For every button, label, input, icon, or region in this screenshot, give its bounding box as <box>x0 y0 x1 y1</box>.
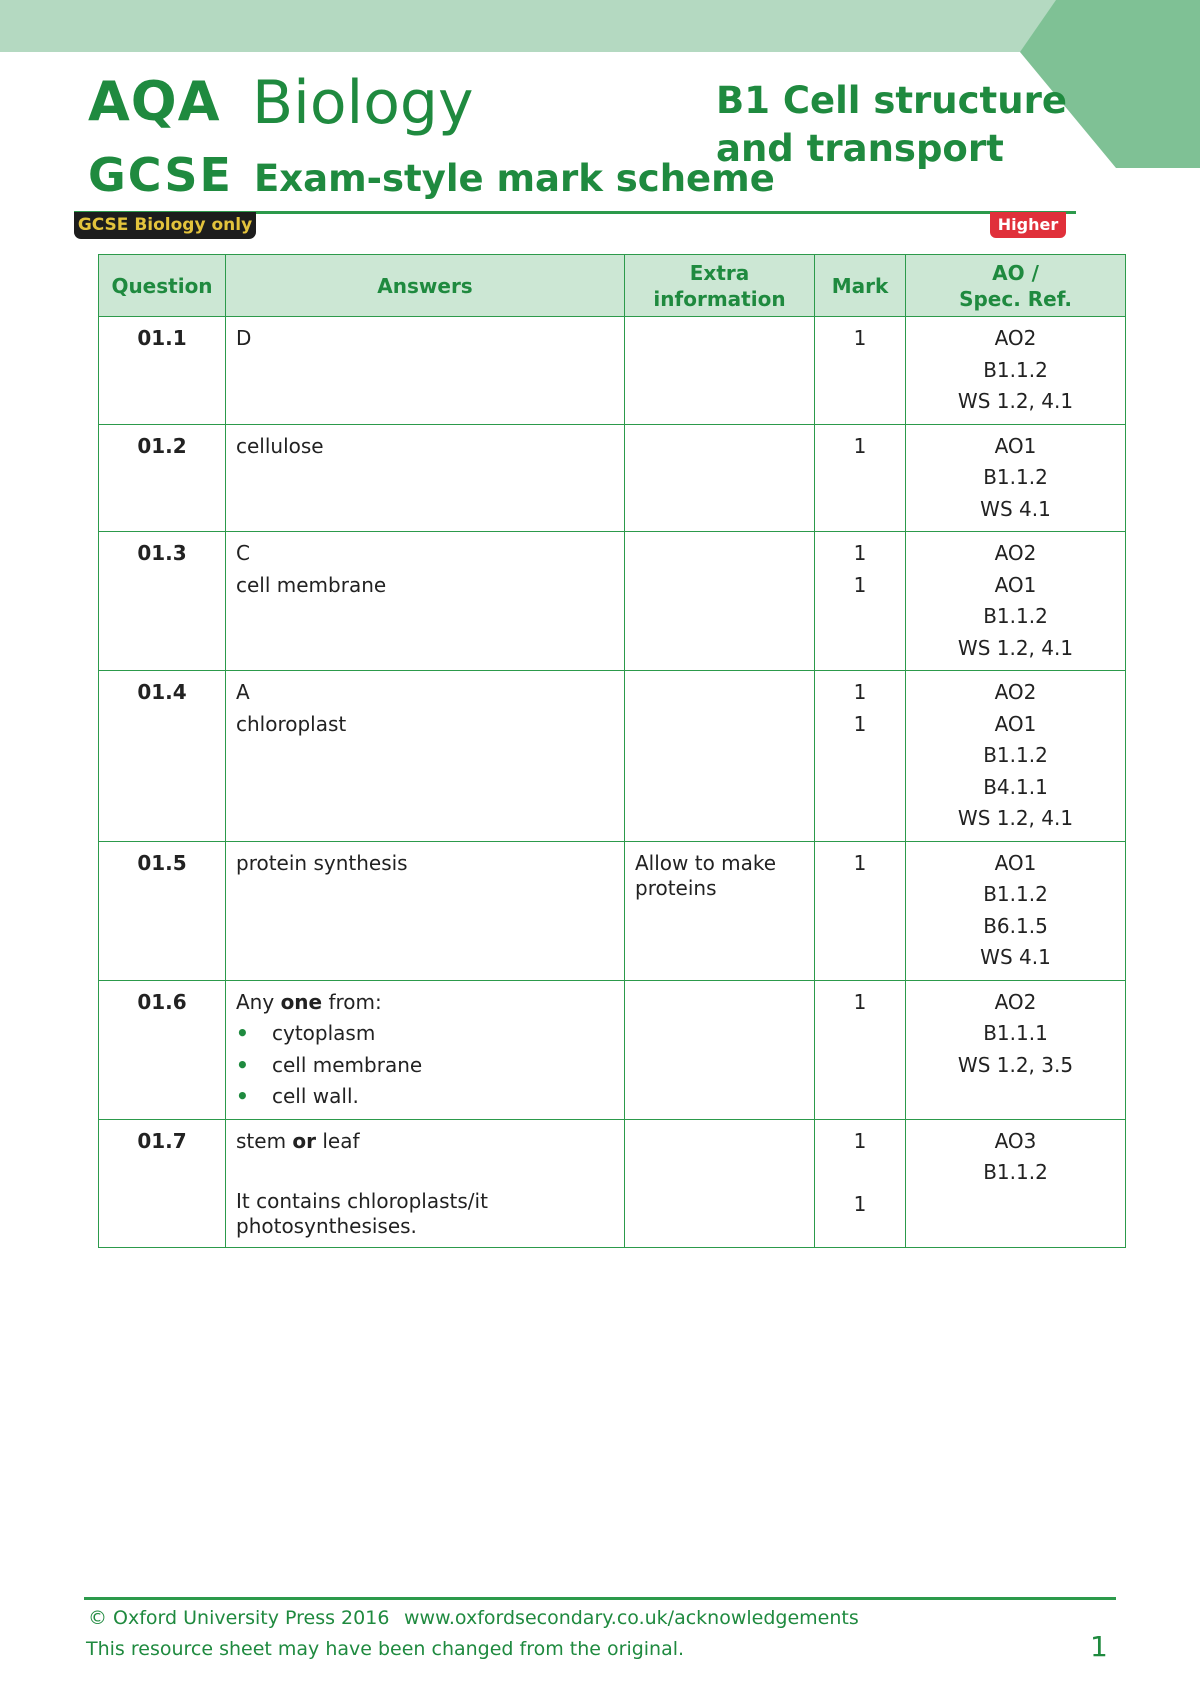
question-number: 01.6 <box>99 980 226 1119</box>
ao-ref: B1.1.2 <box>983 882 1048 906</box>
ao-ref: AO2 <box>994 989 1037 1014</box>
answer-cell <box>226 671 625 842</box>
header-mark: Mark <box>815 255 906 317</box>
header-text: AO / <box>992 260 1039 285</box>
answer-text: from: <box>322 989 382 1014</box>
ao-ref: AO2 <box>994 680 1037 704</box>
mark-cell <box>815 841 906 980</box>
ao-ref: WS 1.2, 4.1 <box>957 389 1074 413</box>
higher-tier-badge: Higher <box>990 212 1066 238</box>
mark-value: 1 <box>853 541 867 565</box>
question-number: 01.7 <box>99 1119 226 1247</box>
ao-ref: B1.1.2 <box>983 1160 1048 1184</box>
ao-ref: AO2 <box>994 541 1037 565</box>
extra-info-cell <box>625 424 815 532</box>
bullet-text: cytoplasm <box>272 1021 376 1045</box>
ao-ref: AO3 <box>994 1128 1037 1153</box>
footer-rule <box>84 1597 1116 1600</box>
acknowledgements-link[interactable]: www.oxfordsecondary.co.uk/acknowledgements <box>404 1607 859 1629</box>
mark-value: 1 <box>853 1128 867 1153</box>
answer-cell <box>226 317 625 425</box>
table-row <box>99 980 1126 1119</box>
ao-ref: WS 1.2, 4.1 <box>957 635 1074 660</box>
topic-title <box>716 77 1067 173</box>
mark-cell <box>815 1119 906 1247</box>
header-question: Question <box>99 255 226 317</box>
bullet-item <box>236 1018 614 1050</box>
spacer <box>236 1157 614 1189</box>
answer-emphasis: one <box>280 989 323 1014</box>
ao-cell <box>906 980 1126 1119</box>
answer-text: chloroplast <box>236 711 347 736</box>
bullet-item <box>236 1050 614 1082</box>
answer-emphasis: or <box>292 1128 317 1153</box>
header-text: information <box>653 286 786 311</box>
document-title: Exam-style mark scheme <box>254 157 775 200</box>
ao-cell <box>906 532 1126 671</box>
question-number: 01.1 <box>99 317 226 425</box>
bullet-item <box>236 1081 614 1113</box>
subject-title: Biology <box>252 68 474 138</box>
ao-cell <box>906 671 1126 842</box>
disclaimer-text: This resource sheet may have been changed from the original. <box>86 1638 685 1660</box>
answer-intro <box>236 1126 614 1158</box>
table-row <box>99 671 1126 842</box>
answer-text: photosynthesises. <box>236 1213 417 1238</box>
header-text: Spec. Ref. <box>959 286 1072 311</box>
bullet-icon: • <box>236 1084 249 1108</box>
table-row <box>99 532 1126 671</box>
ao-ref: AO1 <box>994 850 1037 875</box>
ao-cell <box>906 841 1126 980</box>
header-extra-information <box>625 255 815 317</box>
question-number: 01.4 <box>99 671 226 842</box>
ao-ref: WS 4.1 <box>980 496 1051 521</box>
extra-info-cell <box>625 980 815 1119</box>
mark-value: 1 <box>853 850 867 875</box>
answer-text: leaf <box>316 1128 360 1153</box>
mark-cell <box>815 317 906 425</box>
mark-value: 1 <box>853 1191 867 1216</box>
ao-ref: WS 1.2, 3.5 <box>957 1052 1074 1077</box>
table-header-row <box>99 255 1126 317</box>
question-number: 01.3 <box>99 532 226 671</box>
bullet-icon: • <box>236 1021 249 1045</box>
table-row <box>99 1119 1126 1247</box>
ao-ref: B1.1.2 <box>983 743 1048 767</box>
mark-scheme-table <box>98 254 1126 1248</box>
answer-text: stem <box>236 1128 293 1153</box>
header-text: Extra <box>689 260 750 285</box>
ao-ref: AO2 <box>994 326 1037 350</box>
mark-value: 1 <box>853 572 867 597</box>
answer-intro <box>236 987 614 1019</box>
answer-cell <box>226 980 625 1119</box>
mark-cell <box>815 980 906 1119</box>
answer-cell <box>226 841 625 980</box>
extra-info-line: Allow to make <box>635 850 777 875</box>
mark-value: 1 <box>853 433 867 458</box>
mark-cell <box>815 671 906 842</box>
mark-cell <box>815 532 906 671</box>
answer-cell <box>226 1119 625 1247</box>
ao-ref: WS 4.1 <box>980 945 1051 969</box>
answer-text-block <box>236 1189 614 1239</box>
extra-info-cell <box>625 1119 815 1247</box>
gcse-label: GCSE <box>88 148 233 202</box>
ao-ref: WS 1.2, 4.1 <box>957 806 1074 830</box>
answer-text: C <box>236 541 250 565</box>
copyright-text: © Oxford University Press 2016 <box>88 1607 390 1629</box>
header-answers: Answers <box>226 255 625 317</box>
ao-ref: AO1 <box>994 433 1037 458</box>
mark-value: 1 <box>853 989 867 1014</box>
mark-value: 1 <box>853 326 867 350</box>
page-number: 1 <box>1090 1630 1108 1663</box>
table-row <box>99 841 1126 980</box>
answer-text: A <box>236 680 250 704</box>
extra-info-text <box>635 848 804 901</box>
ao-cell <box>906 317 1126 425</box>
ao-ref: B1.1.2 <box>983 357 1048 382</box>
spacer <box>825 1157 895 1189</box>
question-number: 01.2 <box>99 424 226 532</box>
top-decorative-band <box>0 0 1200 52</box>
mark-value: 1 <box>853 711 867 736</box>
answer-text: protein synthesis <box>236 850 408 875</box>
ao-cell <box>906 1119 1126 1247</box>
answer-cell <box>226 532 625 671</box>
answer-text: cell membrane <box>236 572 387 597</box>
table-row <box>99 424 1126 532</box>
ao-ref: B1.1.1 <box>983 1021 1048 1045</box>
ao-ref: B1.1.2 <box>983 465 1048 489</box>
answer-text: Any <box>236 989 281 1014</box>
table-row <box>99 317 1126 425</box>
extra-info-cell <box>625 671 815 842</box>
ao-ref: B1.1.2 <box>983 604 1048 628</box>
extra-info-cell <box>625 841 815 980</box>
header-ao-spec-ref <box>906 255 1126 317</box>
extra-info-line: proteins <box>635 875 717 900</box>
extra-info-cell <box>625 317 815 425</box>
ao-cell <box>906 424 1126 532</box>
extra-info-cell <box>625 532 815 671</box>
ao-ref: B6.1.5 <box>983 913 1048 938</box>
gcse-biology-only-badge: GCSE Biology only <box>74 212 256 239</box>
topic-title-line: and transport <box>716 127 1004 170</box>
question-number: 01.5 <box>99 841 226 980</box>
topic-title-line: B1 Cell structure <box>716 79 1067 122</box>
bullet-icon: • <box>236 1052 249 1077</box>
ao-ref: AO1 <box>994 711 1037 736</box>
bullet-text: cell wall. <box>272 1084 359 1108</box>
answer-text: It contains chloroplasts/it <box>236 1188 488 1213</box>
answer-cell <box>226 424 625 532</box>
bullet-text: cell membrane <box>272 1052 423 1077</box>
aqa-logo: AQA <box>88 70 221 133</box>
ao-ref: AO1 <box>994 572 1037 597</box>
mark-cell <box>815 424 906 532</box>
answer-text: D <box>236 326 252 350</box>
mark-value: 1 <box>853 680 867 704</box>
ao-ref: B4.1.1 <box>983 774 1048 799</box>
answer-text: cellulose <box>236 433 324 458</box>
